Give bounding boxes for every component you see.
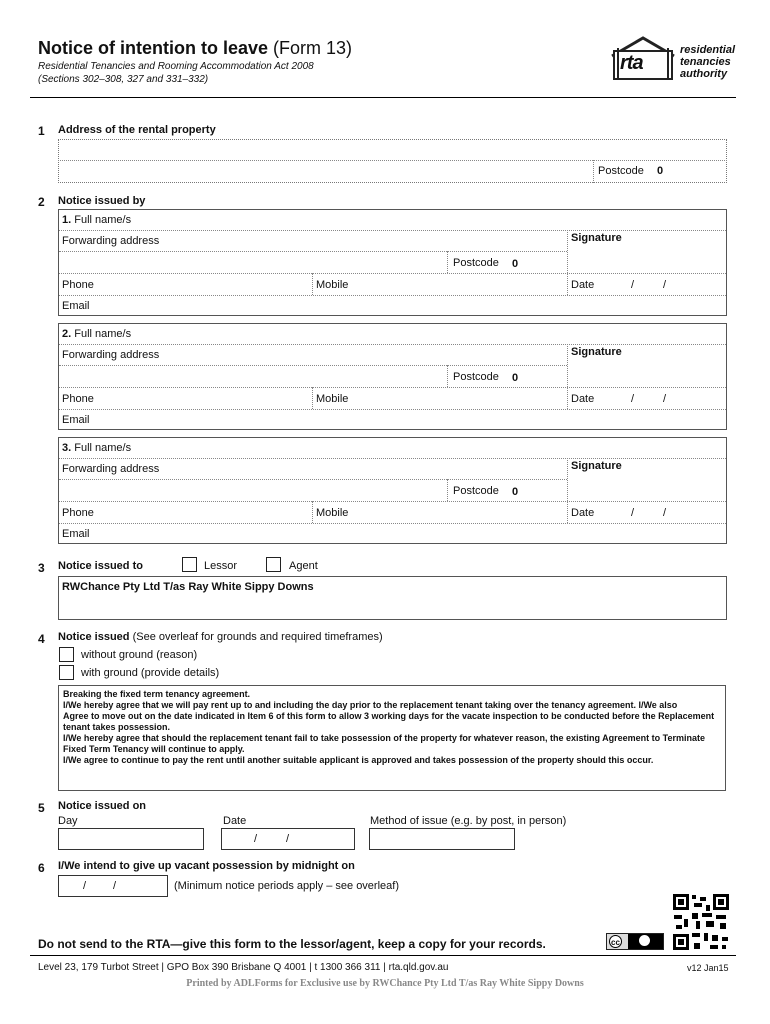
tenant-2-date-slash-2: / [663,393,667,405]
section-1-number: 1 [38,124,45,138]
tenant-1-email-label[interactable]: Email [62,300,90,312]
form-number: (Form 13) [273,38,353,58]
issued-day-field[interactable] [58,828,204,850]
section-6-heading: I/We intend to give up vacant possession by midnight on [58,860,355,872]
tenant-2-email-label[interactable]: Email [62,414,90,426]
creative-commons-icon [606,933,664,950]
tenant-3-line-d [59,523,726,524]
cc-by-person-icon [639,935,650,946]
tenant-2-date-slash-1: / [631,393,635,405]
tenant-3-forwarding-label[interactable]: Forwarding address [62,463,160,475]
issue-method-label: Method of issue (e.g. by post, in person) [370,815,567,827]
tenant-1-block [58,209,727,316]
tenant-3-line-b [59,479,567,480]
details-line-4: I/We hereby agree that should the replacement tenant fail to take possession of the property for whatever reason, the existing Agreement to Terminate Fixed Term Tenancy will continue to apply. [63,733,705,754]
tenant-2-line-d [59,409,726,410]
tenant-2-postcode-value[interactable]: 0 [512,372,519,384]
rta-house-icon [608,36,678,84]
tenant-3-postcode-value[interactable]: 0 [512,486,519,498]
tenant-2-postcode-divider [447,365,448,387]
tenant-3-postcode-divider [447,479,448,501]
section-5-number: 5 [38,801,45,815]
with-ground-label: with ground (provide details) [81,667,220,679]
tenant-2-number: 2. [62,328,72,340]
tenant-1-line-d [59,295,726,296]
section-5-heading: Notice issued on [58,800,147,812]
vacate-date-slash-2: / [113,880,117,892]
cc-mark: cc [609,935,622,948]
tenant-1-line-a [59,230,726,231]
rta-name-line1: residential [680,44,736,56]
tenant-1-phone-divider [312,273,313,295]
act-reference: Residential Tenancies and Rooming Accommodation Act 2008 [38,61,314,72]
without-ground-label: without ground (reason) [81,649,198,661]
form-title [38,38,352,59]
tenant-1-postcode-value[interactable]: 0 [512,258,519,270]
tenant-3-name-label[interactable] [62,442,131,454]
section-2-heading: Notice issued by [58,195,146,207]
sections-reference: (Sections 302–308, 327 and 331–332) [38,74,209,85]
tenant-2-postcode-label: Postcode [453,371,499,383]
property-postcode-label: Postcode [598,165,644,177]
tenant-3-mobile-label[interactable]: Mobile [316,507,349,519]
form-subtitle [38,60,314,86]
tenant-1-line-b [59,251,567,252]
section-4-heading-text: Notice issued [58,631,130,643]
do-not-send-warning: Do not send to the RTA—give this form to the lessor/agent, keep a copy for your records. [38,937,546,951]
issue-method-field[interactable] [369,828,515,850]
tenant-3-signature-label[interactable]: Signature [571,460,622,472]
issued-date-label: Date [223,815,247,827]
tenant-3-name-text: Full name/s [71,442,132,454]
without-ground-checkbox[interactable] [59,647,74,662]
tenant-3-phone-label[interactable]: Phone [62,507,94,519]
tenant-1-name-label[interactable] [62,214,131,226]
with-ground-checkbox[interactable] [59,665,74,680]
tenant-1-postcode-label: Postcode [453,257,499,269]
section-1-heading: Address of the rental property [58,124,216,136]
section-6-number: 6 [38,861,45,875]
section-4-heading-note: (See overleaf for grounds and required timeframes) [129,631,383,643]
tenant-2-line-c [59,387,726,388]
section-3-heading: Notice issued to [58,560,143,572]
details-line-5: I/We agree to continue to pay the rent until another suitable applicant is approved and takes possession of the property should this occur. [63,755,654,765]
details-line-1: Breaking the fixed term tenancy agreement. [63,689,251,699]
lessor-checkbox[interactable] [182,557,197,572]
recipient-value: RWChance Pty Ltd T/as Ray White Sippy Downs [62,581,314,593]
tenant-1-postcode-divider [447,251,448,273]
tenant-3-line-a [59,458,726,459]
section-3-number: 3 [38,561,45,575]
tenant-3-email-label[interactable]: Email [62,528,90,540]
rta-logo [608,36,738,86]
postcode-divider [593,160,594,183]
tenant-2-signature-label[interactable]: Signature [571,346,622,358]
tenant-2-name-text: Full name/s [71,328,132,340]
tenant-3-date-label[interactable]: Date [571,507,595,519]
tenant-2-line-a [59,344,726,345]
tenant-1-mobile-label[interactable]: Mobile [316,279,349,291]
header-divider [30,97,736,98]
lessor-label: Lessor [204,560,238,572]
tenant-3-postcode-label: Postcode [453,485,499,497]
tenant-2-line-b [59,365,567,366]
rta-name-line2: tenancies [680,56,731,68]
tenant-1-signature-label[interactable]: Signature [571,232,622,244]
tenant-3-date-slash-2: / [663,507,667,519]
notice-period-note: (Minimum notice periods apply – see overleaf) [174,880,399,892]
printed-by-note: Printed by ADLForms for Exclusive use by RWChance Pty Ltd T/as Ray White Sippy Downs [186,978,584,989]
tenant-3-date-slash-1: / [631,507,635,519]
tenant-1-number: 1. [62,214,72,226]
issued-date-slash-2: / [286,833,290,845]
tenant-3-line-c [59,501,726,502]
tenant-2-phone-label[interactable]: Phone [62,393,94,405]
property-postcode-value[interactable]: 0 [657,165,664,177]
tenant-1-date-slash-2: / [663,279,667,291]
tenant-2-forwarding-label[interactable]: Forwarding address [62,349,160,361]
section-4-heading [58,631,383,643]
form-version: v12 Jan15 [687,963,729,973]
tenant-1-date-slash-1: / [631,279,635,291]
tenant-3-block [58,437,727,544]
footer-divider [30,955,736,956]
tenant-2-date-label[interactable]: Date [571,393,595,405]
rta-name [680,44,735,80]
tenant-3-phone-divider [312,501,313,523]
section-2-number: 2 [38,195,45,209]
vacate-date-field[interactable] [58,875,168,897]
details-line-2: I/We hereby agree that we will pay rent up to and including the day prior to the replacement tenant taking over the tenancy agreement. I/We also [63,700,678,710]
agent-label: Agent [289,560,318,572]
ground-details-field[interactable] [58,685,726,791]
tenant-1-sig-divider [567,230,568,295]
rta-name-line3: authority [680,68,728,80]
section-4-number: 4 [38,632,45,646]
tenant-1-line-c [59,273,726,274]
tenant-2-phone-divider [312,387,313,409]
tenant-2-block [58,323,727,430]
vacate-date-slash-1: / [83,880,87,892]
issued-date-slash-1: / [254,833,258,845]
tenant-2-sig-divider [567,344,568,409]
tenant-1-date-label[interactable]: Date [571,279,595,291]
details-line-3: Agree to move out on the date indicated in Item 6 of this form to allow 3 working days for the vacate inspection to be conducted before the Replacement tenant takes possession. [63,711,715,732]
tenant-1-name-text: Full name/s [71,214,132,226]
issued-date-field[interactable] [221,828,355,850]
tenant-1-phone-label[interactable]: Phone [62,279,94,291]
tenant-2-name-label[interactable] [62,328,131,340]
address-line-divider [58,160,727,161]
tenant-3-number: 3. [62,442,72,454]
agent-checkbox[interactable] [266,557,281,572]
tenant-3-sig-divider [567,458,568,523]
tenant-1-forwarding-label[interactable]: Forwarding address [62,235,160,247]
rta-contact-address: Level 23, 179 Turbot Street | GPO Box 390 Brisbane Q 4001 | t 1300 366 311 | rta.qld.gov.au [38,962,449,973]
tenant-2-mobile-label[interactable]: Mobile [316,393,349,405]
qr-code-icon [672,893,730,951]
form-title-text: Notice of intention to leave [38,38,269,58]
rta-wordmark: rta [620,52,643,74]
issued-day-label: Day [58,815,78,827]
recipient-field[interactable] [58,576,727,620]
